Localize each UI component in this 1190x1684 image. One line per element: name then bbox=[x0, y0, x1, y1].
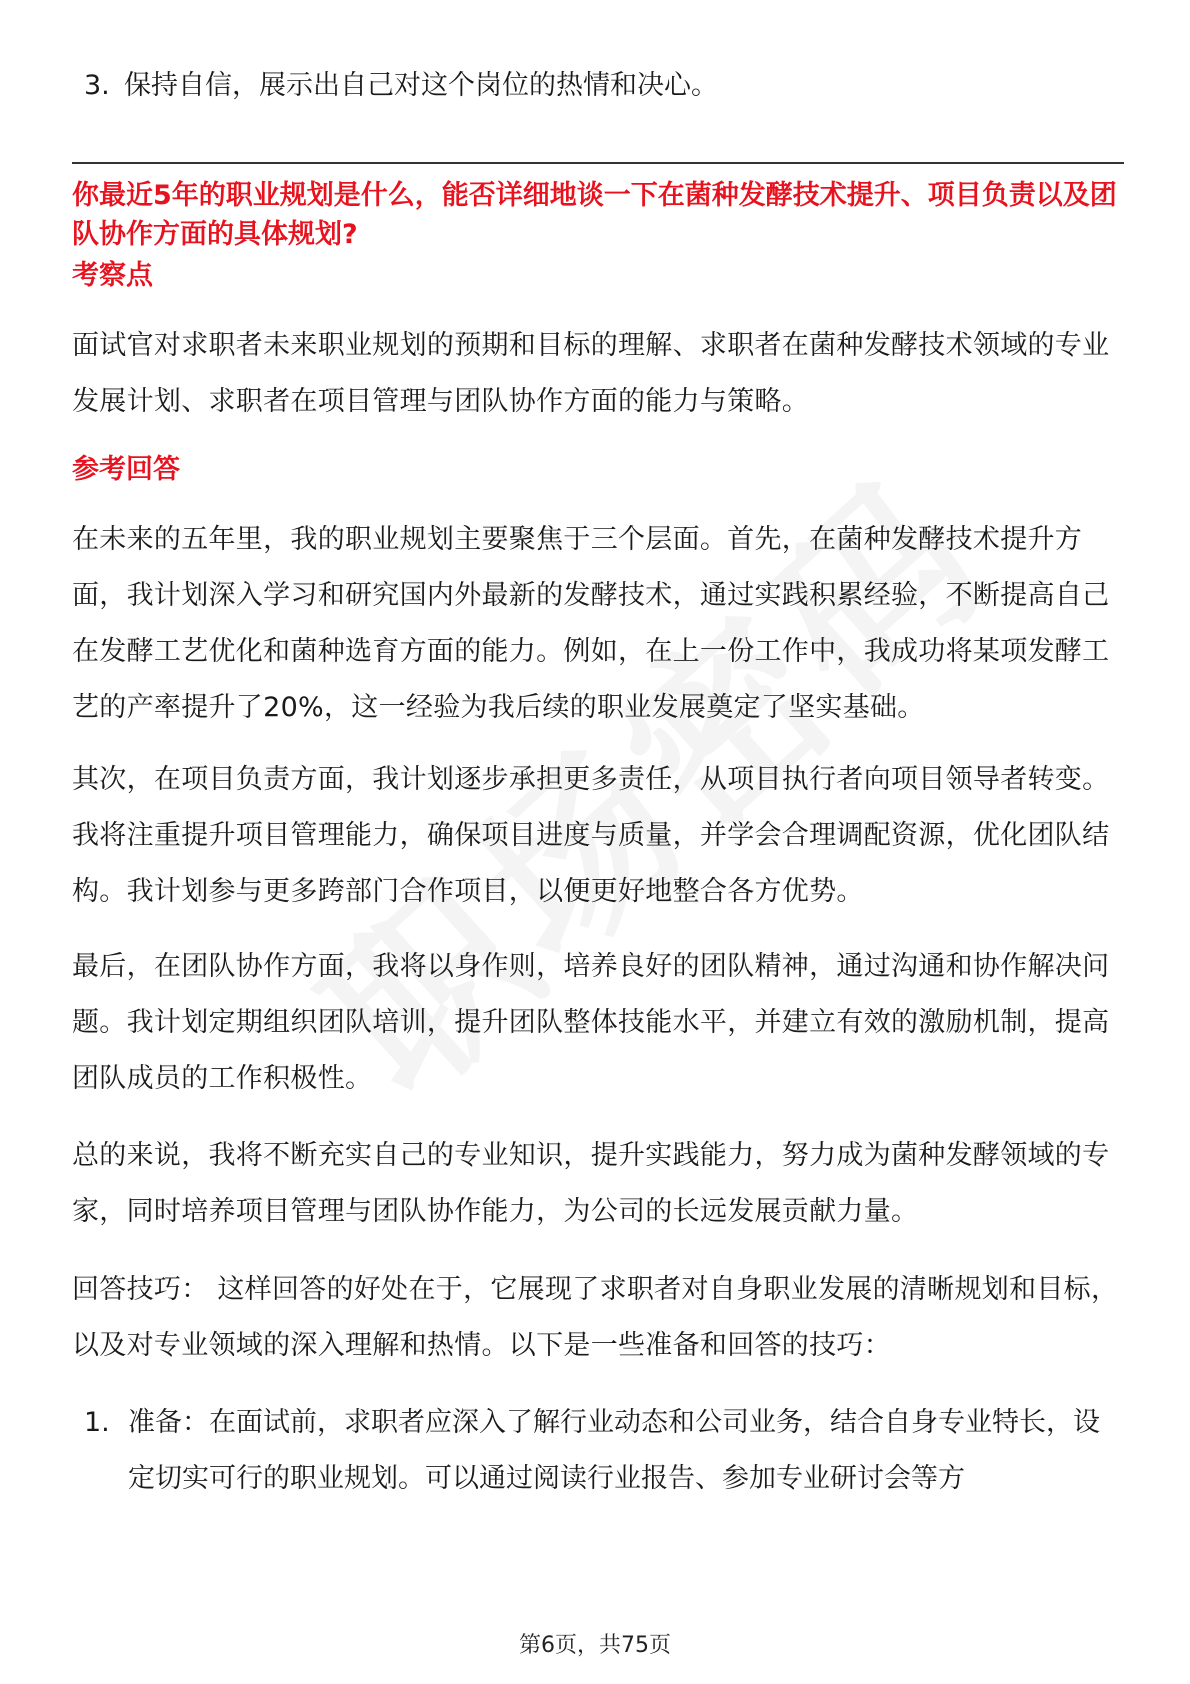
list-number: 3. bbox=[84, 70, 110, 101]
answer-paragraph-1: 在未来的五年里，我的职业规划主要聚焦于三个层面。首先，在菌种发酵技术提升方面，我计划深入学习和研究国内外最新的发酵技术，通过实践积累经验，不断提高自己在发酵工艺优化和菌种选育方面的能力。例如，在上一份工作中，我成功将某项发酵工艺的产率提升了20%，这一经验为我后续的职业发展奠定了坚实基础。 bbox=[72, 524, 1110, 723]
question-title: 你最近5年的职业规划是什么，能否详细地谈一下在菌种发酵技术提升、项目负责以及团队协作方面的具体规划? bbox=[72, 180, 1117, 250]
list-item-3 bbox=[84, 58, 718, 114]
list-text: 保持自信，展示出自己对这个岗位的热情和决心。 bbox=[124, 70, 718, 101]
list-text: 准备：在面试前，求职者应深入了解行业动态和公司业务，结合自身专业特长，设定切实可行的职业规划。可以通过阅读行业报告、参加专业研讨会等方 bbox=[128, 1407, 1100, 1494]
answer-paragraph-3: 最后，在团队协作方面，我将以身作则，培养良好的团队精神，通过沟通和协作解决问题。我计划定期组织团队培训，提升团队整体技能水平，并建立有效的激励机制，提高团队成员的工作积极性。 bbox=[72, 951, 1110, 1094]
answer-tips: 回答技巧： 这样回答的好处在于，它展现了求职者对自身职业发展的清晰规划和目标，以及对专业领域的深入理解和热情。以下是一些准备和回答的技巧： bbox=[72, 1274, 1119, 1361]
section-divider bbox=[72, 162, 1124, 164]
section-heading-reference-answer: 参考回答 bbox=[72, 454, 180, 485]
list-number: 1. bbox=[84, 1407, 110, 1438]
list-item-1 bbox=[84, 1395, 1124, 1507]
page-footer: 第6页，共75页 bbox=[519, 1633, 671, 1658]
assessment-text: 面试官对求职者未来职业规划的预期和目标的理解、求职者在菌种发酵技术领域的专业发展计划、求职者在项目管理与团队协作方面的能力与策略。 bbox=[72, 330, 1110, 417]
answer-paragraph-2: 其次，在项目负责方面，我计划逐步承担更多责任，从项目执行者向项目领导者转变。我将注重提升项目管理能力，确保项目进度与质量，并学会合理调配资源，优化团队结构。我计划参与更多跨部门合作项目，以便更好地整合各方优势。 bbox=[72, 764, 1110, 907]
answer-paragraph-4: 总的来说，我将不断充实自己的专业知识，提升实践能力，努力成为菌种发酵领域的专家，同时培养项目管理与团队协作能力，为公司的长远发展贡献力量。 bbox=[72, 1140, 1110, 1227]
section-heading-assessment: 考察点 bbox=[72, 260, 153, 291]
